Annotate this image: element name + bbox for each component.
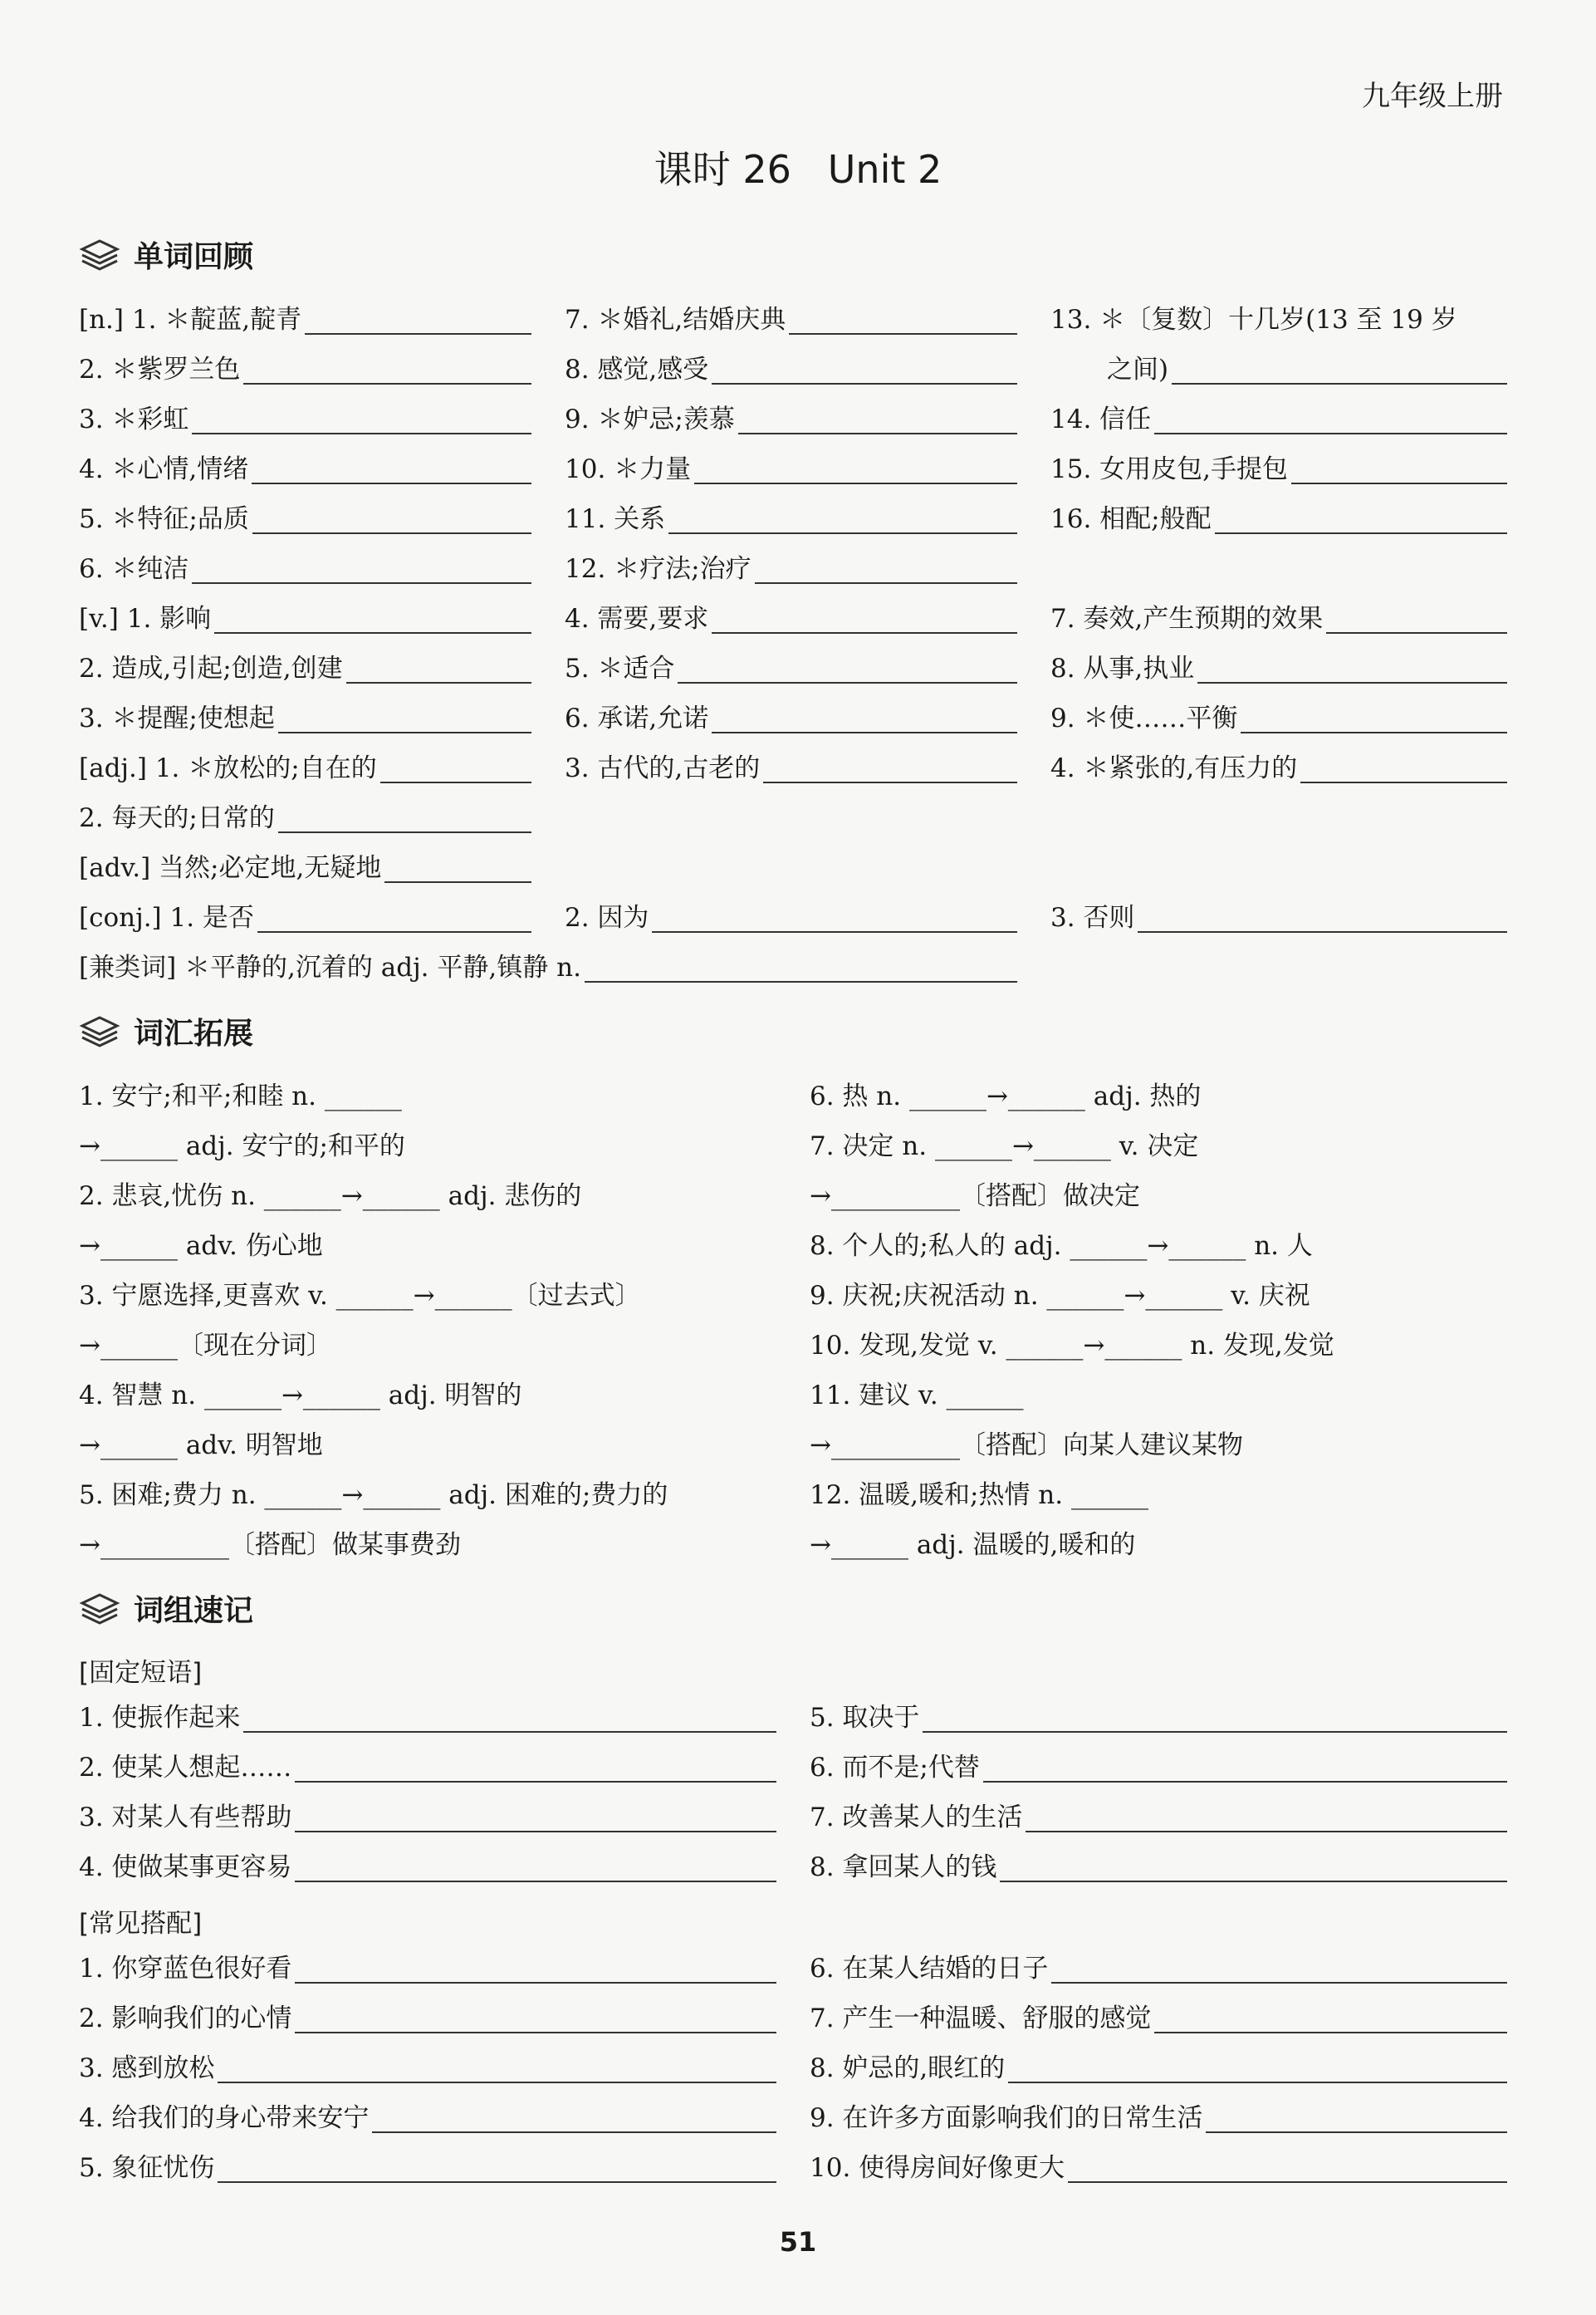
- phrase-item: 1. 使振作起来: [79, 1703, 241, 1733]
- word-item: 4. ＊心情,情绪: [79, 454, 249, 484]
- phrase-item: 5. 取决于: [810, 1703, 920, 1733]
- answer-blank[interactable]: [1154, 433, 1507, 434]
- vocab-item: 1. 安宁;和平;和睦 n. ______: [79, 1081, 402, 1111]
- word-item: 6. ＊纯洁: [79, 554, 189, 584]
- answer-blank[interactable]: [1172, 383, 1507, 385]
- answer-blank[interactable]: [1215, 532, 1507, 534]
- phrase-item: 2. 影响我们的心情: [79, 2004, 292, 2033]
- word-item: 15. 女用皮包,手提包: [1050, 454, 1289, 484]
- answer-blank[interactable]: [678, 682, 1017, 684]
- answer-blank[interactable]: [278, 831, 531, 833]
- book-stack-icon: [79, 1014, 120, 1047]
- answer-blank[interactable]: [1241, 732, 1507, 733]
- vocab-item: →______ adj. 温暖的,暖和的: [810, 1530, 1136, 1560]
- answer-blank[interactable]: [295, 2032, 776, 2033]
- word-item: 2. 每天的;日常的: [79, 803, 275, 833]
- vocab-item: →______〔现在分词〕: [79, 1331, 332, 1361]
- phrase-item: 1. 你穿蓝色很好看: [79, 1954, 292, 1984]
- phrase-item: 7. 改善某人的生活: [810, 1802, 1023, 1832]
- phrase-item: 6. 而不是;代替: [810, 1753, 980, 1783]
- phrase-item: 2. 使某人想起……: [79, 1753, 292, 1783]
- word-item: 8. 从事,执业: [1050, 654, 1195, 684]
- answer-blank[interactable]: [384, 881, 531, 883]
- section-title: 词组速记: [134, 1593, 254, 1628]
- phrase-item: 8. 妒忌的,眼红的: [810, 2053, 1006, 2083]
- answer-blank[interactable]: [257, 931, 531, 933]
- answer-blank[interactable]: [652, 931, 1017, 933]
- vocab-item: 4. 智慧 n. ______→______ adj. 明智的: [79, 1381, 522, 1410]
- vocab-item: 3. 宁愿选择,更喜欢 v. ______→______〔过去式〕: [79, 1281, 641, 1311]
- phrase-item: 4. 使做某事更容易: [79, 1852, 292, 1882]
- answer-blank[interactable]: [694, 483, 1017, 484]
- word-item: 3. 否则: [1050, 903, 1135, 933]
- answer-blank[interactable]: [763, 782, 1017, 783]
- vocab-item: →______ adj. 安宁的;和平的: [79, 1131, 405, 1161]
- answer-blank[interactable]: [1206, 2131, 1507, 2133]
- phrase-item: 3. 感到放松: [79, 2053, 215, 2083]
- answer-blank[interactable]: [278, 732, 531, 733]
- answer-blank[interactable]: [1291, 483, 1507, 484]
- vocab-item: 8. 个人的;私人的 adj. ______→______ n. 人: [810, 1231, 1313, 1261]
- phrase-item: 7. 产生一种温暖、舒服的感觉: [810, 2004, 1152, 2033]
- word-item: 8. 感觉,感受: [565, 355, 709, 385]
- word-item: 3. 古代的,古老的: [565, 753, 761, 783]
- vocab-item: →__________〔搭配〕向某人建议某物: [810, 1430, 1243, 1460]
- word-item: [conj.] 1. 是否: [79, 903, 254, 933]
- vocab-item: 5. 困难;费力 n. ______→______ adj. 困难的;费力的: [79, 1480, 668, 1510]
- vocab-item: →__________〔搭配〕做某事费劲: [79, 1530, 461, 1560]
- common-phrases-label: [常见搭配]: [79, 1909, 203, 1939]
- vocab-item: 6. 热 n. ______→______ adj. 热的: [810, 1081, 1202, 1111]
- answer-blank[interactable]: [1008, 2082, 1507, 2083]
- answer-blank[interactable]: [712, 383, 1017, 385]
- word-item: 2. 造成,引起;创造,创建: [79, 654, 343, 684]
- section-phrases-header: [79, 1587, 253, 1630]
- phrase-item: 5. 象征忧伤: [79, 2153, 215, 2183]
- answer-blank[interactable]: [1326, 632, 1507, 634]
- answer-blank[interactable]: [1138, 931, 1507, 933]
- section-title: 词汇拓展: [134, 1016, 254, 1051]
- answer-blank[interactable]: [192, 582, 531, 584]
- answer-blank[interactable]: [380, 782, 531, 783]
- answer-blank[interactable]: [295, 1982, 776, 1984]
- vocab-item: →______ adv. 伤心地: [79, 1231, 323, 1261]
- word-item: [adv.] 当然;必定地,无疑地: [79, 853, 382, 883]
- word-item: 4. ＊紧张的,有压力的: [1050, 753, 1298, 783]
- answer-blank[interactable]: [585, 981, 1017, 983]
- answer-blank[interactable]: [214, 632, 531, 634]
- word-item: 16. 相配;般配: [1050, 504, 1212, 534]
- answer-blank[interactable]: [372, 2131, 776, 2133]
- grade-label: 九年级上册: [1362, 80, 1503, 113]
- answer-blank[interactable]: [295, 1831, 776, 1832]
- word-item: 7. 奏效,产生预期的效果: [1050, 604, 1324, 634]
- page-number: 51: [779, 2226, 817, 2258]
- book-stack-icon: [79, 238, 120, 271]
- word-item: 3. ＊彩虹: [79, 405, 189, 434]
- phrase-item: 3. 对某人有些帮助: [79, 1802, 292, 1832]
- answer-blank[interactable]: [1026, 1831, 1507, 1832]
- answer-blank[interactable]: [252, 483, 531, 484]
- vocab-item: 12. 温暖,暖和;热情 n. ______: [810, 1480, 1148, 1510]
- answer-blank[interactable]: [983, 1781, 1507, 1783]
- answer-blank[interactable]: [1068, 2181, 1507, 2183]
- answer-blank[interactable]: [1154, 2032, 1507, 2033]
- answer-blank[interactable]: [1197, 682, 1507, 684]
- answer-blank[interactable]: [923, 1731, 1507, 1733]
- word-item: 5. ＊适合: [565, 654, 675, 684]
- word-item: 2. ＊紫罗兰色: [79, 355, 241, 385]
- answer-blank[interactable]: [668, 532, 1017, 534]
- section-title: 单词回顾: [134, 239, 254, 274]
- answer-blank[interactable]: [192, 433, 531, 434]
- word-item: 3. ＊提醒;使想起: [79, 704, 275, 733]
- vocab-item: 7. 决定 n. ______→______ v. 决定: [810, 1131, 1199, 1161]
- fixed-phrases-label: [固定短语]: [79, 1658, 203, 1688]
- vocab-item: →______ adv. 明智地: [79, 1430, 323, 1460]
- vocab-item: 10. 发现,发觉 v. ______→______ n. 发现,发觉: [810, 1331, 1334, 1361]
- answer-blank[interactable]: [1051, 1982, 1507, 1984]
- word-item: [adj.] 1. ＊放松的;自在的: [79, 753, 377, 783]
- word-item: 9. ＊使……平衡: [1050, 704, 1238, 733]
- word-item: 10. ＊力量: [565, 454, 692, 484]
- word-item: 7. ＊婚礼,结婚庆典: [565, 305, 786, 335]
- phrase-item: 10. 使得房间好像更大: [810, 2153, 1065, 2183]
- answer-blank[interactable]: [243, 383, 531, 385]
- answer-blank[interactable]: [305, 333, 531, 335]
- answer-blank[interactable]: [243, 1731, 776, 1733]
- vocab-item: 11. 建议 v. ______: [810, 1381, 1024, 1410]
- word-item: 13. ＊〔复数〕十几岁(13 至 19 岁: [1050, 305, 1457, 335]
- answer-blank[interactable]: [252, 532, 531, 534]
- word-item: 14. 信任: [1050, 405, 1152, 434]
- lesson-title: 课时 26 Unit 2: [654, 147, 942, 192]
- word-item: 2. 因为: [565, 903, 649, 933]
- answer-blank[interactable]: [738, 433, 1017, 434]
- answer-blank[interactable]: [712, 632, 1017, 634]
- section-vocab-header: [79, 1009, 253, 1052]
- answer-blank[interactable]: [789, 333, 1017, 335]
- phrase-item: 4. 给我们的身心带来安宁: [79, 2103, 370, 2133]
- answer-blank[interactable]: [218, 2082, 776, 2083]
- vocab-item: →__________〔搭配〕做决定: [810, 1181, 1140, 1211]
- word-item: 6. 承诺,允诺: [565, 704, 709, 733]
- word-item: 5. ＊特征;品质: [79, 504, 249, 534]
- answer-blank[interactable]: [1000, 1881, 1507, 1882]
- word-item: 12. ＊疗法;治疗: [565, 554, 751, 584]
- answer-blank[interactable]: [1300, 782, 1507, 783]
- word-item: [n.] 1. ＊靛蓝,靛青: [79, 305, 302, 335]
- word-item: 11. 关系: [565, 504, 666, 534]
- word-item: [v.] 1. 影响: [79, 604, 212, 634]
- word-item: 之间): [1107, 355, 1169, 385]
- word-item: [兼类词] ＊平静的,沉着的 adj. 平静,镇静 n.: [79, 953, 581, 983]
- phrase-item: 8. 拿回某人的钱: [810, 1852, 997, 1882]
- vocab-item: 9. 庆祝;庆祝活动 n. ______→______ v. 庆祝: [810, 1281, 1310, 1311]
- answer-blank[interactable]: [295, 1781, 776, 1783]
- phrase-item: 6. 在某人结婚的日子: [810, 1954, 1049, 1984]
- word-item: 9. ＊妒忌;羡慕: [565, 405, 735, 434]
- answer-blank[interactable]: [218, 2181, 776, 2183]
- answer-blank[interactable]: [346, 682, 531, 684]
- book-stack-icon: [79, 1592, 120, 1625]
- answer-blank[interactable]: [755, 582, 1017, 584]
- phrase-item: 9. 在许多方面影响我们的日常生活: [810, 2103, 1203, 2133]
- word-item: 4. 需要,要求: [565, 604, 709, 634]
- answer-blank[interactable]: [295, 1881, 776, 1882]
- vocab-item: 2. 悲哀,忧伤 n. ______→______ adj. 悲伤的: [79, 1181, 582, 1211]
- answer-blank[interactable]: [712, 732, 1017, 733]
- section-words-header: [79, 233, 253, 276]
